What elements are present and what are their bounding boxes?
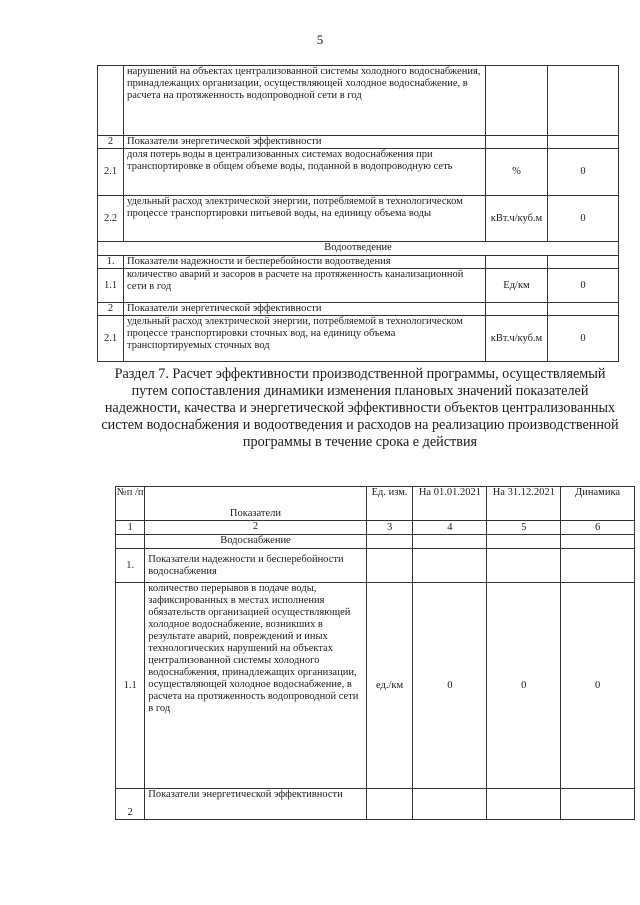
value-cell	[487, 789, 561, 820]
unit-cell	[366, 789, 413, 820]
table-section-row	[98, 242, 619, 256]
table-row	[116, 789, 635, 820]
value-cell: 0	[548, 269, 619, 303]
table-row	[98, 136, 619, 149]
empty-cell	[116, 535, 145, 549]
indicator-text: количество перерывов в подаче воды, зафиксированных в местах исполнения обязательств организацией осуществляющей холодное водоснабжение, возникших в результате аварий, повреждений и иных технологических нарушений на объектах централизованной системы холодного водоснабжения, принадлежащих организации, осуществляющей холодное водоснабжение, в расчета на протяженность водопроводной сети в год	[145, 583, 366, 789]
indicator-text: удельный расход электрической энергии, потребляемой в технологическом процессе транспортировки питьевой воды, на единицу объема воды	[124, 196, 486, 242]
row-number: 2	[116, 789, 145, 820]
unit-cell: кВт.ч/куб.м	[486, 196, 548, 242]
column-header: №п /п	[116, 487, 145, 521]
column-number: 5	[487, 521, 561, 535]
unit-cell	[486, 303, 548, 316]
table-row	[98, 256, 619, 269]
unit-cell: Ед/км	[486, 269, 548, 303]
column-header: Ед. изм.	[366, 487, 413, 521]
indicator-text: Показатели надежности и бесперебойности водоснабжения	[145, 549, 366, 583]
row-number: 2	[98, 303, 124, 316]
value-cell: 0	[487, 583, 561, 789]
unit-cell	[486, 136, 548, 149]
indicators-table-water	[97, 65, 619, 362]
table-row	[98, 303, 619, 316]
value-cell	[487, 549, 561, 583]
row-number: 2	[98, 136, 124, 149]
column-header: На 01.01.2021	[413, 487, 487, 521]
empty-cell	[366, 535, 413, 549]
column-number: 6	[561, 521, 635, 535]
row-number: 1.1	[98, 269, 124, 303]
column-header: На 31.12.2021	[487, 487, 561, 521]
value-cell: 0	[548, 316, 619, 362]
row-number: 2.2	[98, 196, 124, 242]
indicator-text: Показатели энергетической эффективности	[145, 789, 366, 820]
column-header: Показатели	[145, 487, 366, 521]
value-cell: 0	[548, 196, 619, 242]
value-cell	[413, 549, 487, 583]
section-title: Водоснабжение	[145, 535, 366, 549]
column-number: 1	[116, 521, 145, 535]
row-number: 1.	[98, 256, 124, 269]
table-row	[98, 196, 619, 242]
value-cell: 0	[413, 583, 487, 789]
efficiency-table	[115, 486, 635, 820]
table-header-row	[116, 487, 635, 521]
indicator-text: удельный расход электрической энергии, потребляемой в технологическом процессе транспортировки сточных вод, на единицу объема транспортируемых сточных вод	[124, 316, 486, 362]
column-number: 3	[366, 521, 413, 535]
row-number: 1.1	[116, 583, 145, 789]
unit-cell	[366, 549, 413, 583]
row-number: 1.	[116, 549, 145, 583]
value-cell	[548, 136, 619, 149]
value-cell: 0	[561, 583, 635, 789]
column-number: 2	[145, 521, 366, 535]
indicator-text: Показатели энергетической эффективности	[124, 136, 486, 149]
value-cell	[548, 256, 619, 269]
table-row	[98, 316, 619, 362]
unit-cell: кВт.ч/куб.м	[486, 316, 548, 362]
page-number: 5	[316, 32, 324, 47]
unit-cell	[486, 256, 548, 269]
column-header: Динамика	[561, 487, 635, 521]
unit-cell: %	[486, 149, 548, 196]
indicator-text: Показатели надежности и бесперебойности водоотведения	[124, 256, 486, 269]
empty-cell	[487, 535, 561, 549]
table-row	[98, 269, 619, 303]
section-title: Водоотведение	[98, 242, 619, 256]
indicator-text: нарушений на объектах централизованной системы холодного водоснабжения, принадлежащих организации, осуществляющей холодное водоснабжение, в расчета на протяженность водопроводной сети в год	[124, 66, 486, 136]
value-cell: 0	[548, 149, 619, 196]
table-row	[116, 583, 635, 789]
unit-cell	[486, 66, 548, 136]
indicator-text: доля потерь воды в централизованных системах водоснабжения при транспортировке в общем объеме воды, поданной в водопроводную сеть	[124, 149, 486, 196]
table-section-row	[116, 535, 635, 549]
value-cell	[548, 303, 619, 316]
indicator-text: количество аварий и засоров в расчете на протяженность канализационной сети в год	[124, 269, 486, 303]
value-cell	[413, 789, 487, 820]
unit-cell: ед./км	[366, 583, 413, 789]
table-row	[116, 549, 635, 583]
empty-cell	[413, 535, 487, 549]
column-number: 4	[413, 521, 487, 535]
column-number-row	[116, 521, 635, 535]
row-number	[98, 66, 124, 136]
value-cell	[548, 66, 619, 136]
indicator-text: Показатели энергетической эффективности	[124, 303, 486, 316]
value-cell	[561, 549, 635, 583]
value-cell	[561, 789, 635, 820]
table-row	[98, 149, 619, 196]
row-number: 2.1	[98, 316, 124, 362]
empty-cell	[561, 535, 635, 549]
section-7-heading: Раздел 7. Расчет эффективности производственной программы, осуществляемый путем сопоставления динамики изменения плановых значений показателей надежности, качества и энергетической эффективности объектов централизованных систем водоснабжения и водоотведения и расходов на реализацию производственной программы в течение срока е действия	[101, 366, 619, 450]
table-row	[98, 66, 619, 136]
row-number: 2.1	[98, 149, 124, 196]
